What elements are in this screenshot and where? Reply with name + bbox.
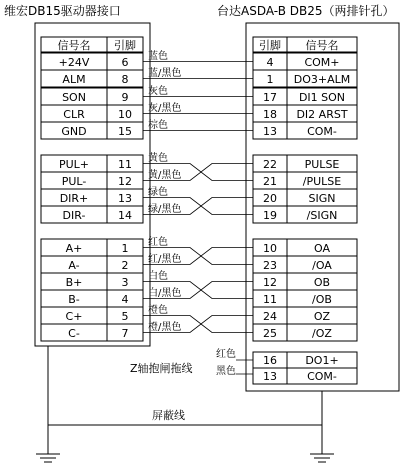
left-pin-number: 3 <box>121 276 129 289</box>
right-header-signal: 信号名 <box>305 39 339 52</box>
wire-color-label: 白/黑色 <box>148 288 182 299</box>
brake-wire-black-label: 黑色 <box>216 366 236 377</box>
left-signal-name: ALM <box>62 73 86 86</box>
wire-color-label: 白色 <box>148 271 168 282</box>
right-pin-number: 10 <box>263 242 277 255</box>
left-signal-name: CLR <box>63 108 85 121</box>
left-header-pin: 引脚 <box>114 39 136 52</box>
right-pin-number: 19 <box>263 209 277 222</box>
wire-color-label: 灰/黑色 <box>148 103 182 114</box>
wire-color-label: 绿色 <box>148 187 168 198</box>
right-pin-number: 1 <box>266 73 274 86</box>
left-pin-number: 15 <box>118 125 132 138</box>
left-signal-name: B+ <box>65 276 83 289</box>
right-pin-number: 13 <box>263 125 277 138</box>
right-signal-name: DI1 SON <box>298 91 346 104</box>
left-header-signal: 信号名 <box>57 39 91 52</box>
left-signal-name: C+ <box>65 310 83 323</box>
brake-label: Z轴抱闸拖线 <box>130 362 193 375</box>
left-connector-title: 维宏DB15驱动器接口 <box>4 4 121 18</box>
left-pin-number: 4 <box>121 293 129 306</box>
right-pin-number: 4 <box>266 56 274 69</box>
right-ground-symbol <box>310 454 334 462</box>
left-pin-number: 2 <box>121 259 129 272</box>
left-ground-symbol <box>36 454 60 462</box>
left-pin-number: 11 <box>118 158 132 171</box>
brake-wires <box>236 360 253 374</box>
left-signal-name: B- <box>68 293 80 306</box>
left-signal-name: PUL+ <box>58 158 90 171</box>
brake-wire-red-label: 红色 <box>216 349 236 360</box>
left-connector-rows <box>41 53 143 341</box>
wire-color-label: 棕色 <box>148 120 168 131</box>
wire-color-label: 红色 <box>148 237 168 248</box>
right-signal-name: /SIGN <box>306 209 338 222</box>
right-signal-name: /OA <box>312 259 332 272</box>
brake-signal-name: DO1+ <box>305 354 339 367</box>
right-pin-number: 20 <box>263 192 277 205</box>
brake-pin-number: 16 <box>263 354 277 367</box>
left-pin-number: 10 <box>118 108 132 121</box>
left-pin-number: 1 <box>121 242 129 255</box>
right-header-pin: 引脚 <box>259 39 281 52</box>
wire-color-label: 黄/黑色 <box>148 170 182 181</box>
left-pin-number: 9 <box>121 91 129 104</box>
right-signal-name: OZ <box>313 310 331 323</box>
right-signal-name: DI2 ARST <box>296 108 348 121</box>
wire-color-label: 红/黑色 <box>148 254 182 265</box>
right-signal-name: /OZ <box>312 327 332 340</box>
right-pin-number: 11 <box>263 293 277 306</box>
left-connector-housing <box>35 23 150 346</box>
right-signal-name: /PULSE <box>302 175 342 188</box>
left-pin-number: 7 <box>121 327 129 340</box>
left-signal-name: A- <box>68 259 80 272</box>
left-pin-number: 14 <box>118 209 132 222</box>
right-pin-number: 18 <box>263 108 277 121</box>
right-connector-title: 台达ASDA-B DB25（两排针孔） <box>217 4 395 18</box>
wire-color-label: 绿/黑色 <box>148 204 182 215</box>
wire-connections <box>143 49 253 333</box>
left-signal-name: +24V <box>58 56 90 69</box>
right-signal-name: DO3+ALM <box>293 73 351 86</box>
wire-color-label: 灰色 <box>148 86 168 97</box>
right-pin-number: 23 <box>263 259 277 272</box>
brake-rows <box>253 352 357 384</box>
left-signal-name: DIR+ <box>59 192 89 205</box>
right-pin-number: 24 <box>263 310 277 323</box>
left-signal-name: PUL- <box>61 175 87 188</box>
left-pin-number: 5 <box>121 310 129 323</box>
right-signal-name: COM+ <box>304 56 340 69</box>
wire-color-label: 黄色 <box>148 153 168 164</box>
wire-color-label: 蓝/黑色 <box>148 68 182 79</box>
right-signal-name: PULSE <box>304 158 340 171</box>
wire-color-label: 蓝色 <box>148 51 168 62</box>
left-signal-name: DIR- <box>62 209 86 222</box>
right-signal-name: SIGN <box>308 192 336 205</box>
left-pin-number: 12 <box>118 175 132 188</box>
right-pin-number: 25 <box>263 327 277 340</box>
shield-label: 屏蔽线 <box>152 409 185 422</box>
left-signal-name: C- <box>68 327 80 340</box>
right-signal-name: OA <box>314 242 330 255</box>
right-signal-name: OB <box>313 276 331 289</box>
wire-color-label: 橙/黑色 <box>148 322 182 333</box>
right-signal-name: COM- <box>307 125 337 138</box>
left-pin-number: 8 <box>121 73 129 86</box>
left-signal-name: SON <box>62 91 86 104</box>
brake-pin-number: 13 <box>263 370 277 383</box>
right-pin-number: 12 <box>263 276 277 289</box>
right-signal-name: /OB <box>312 293 332 306</box>
wire-color-label: 橙色 <box>148 305 168 316</box>
left-signal-name: A+ <box>65 242 83 255</box>
left-signal-name: GND <box>61 125 87 138</box>
right-connector-rows <box>253 53 357 341</box>
left-pin-number: 6 <box>121 56 129 69</box>
right-pin-number: 22 <box>263 158 277 171</box>
brake-signal-name: COM- <box>307 370 337 383</box>
left-pin-number: 13 <box>118 192 132 205</box>
right-pin-number: 17 <box>263 91 277 104</box>
right-pin-number: 21 <box>263 175 277 188</box>
